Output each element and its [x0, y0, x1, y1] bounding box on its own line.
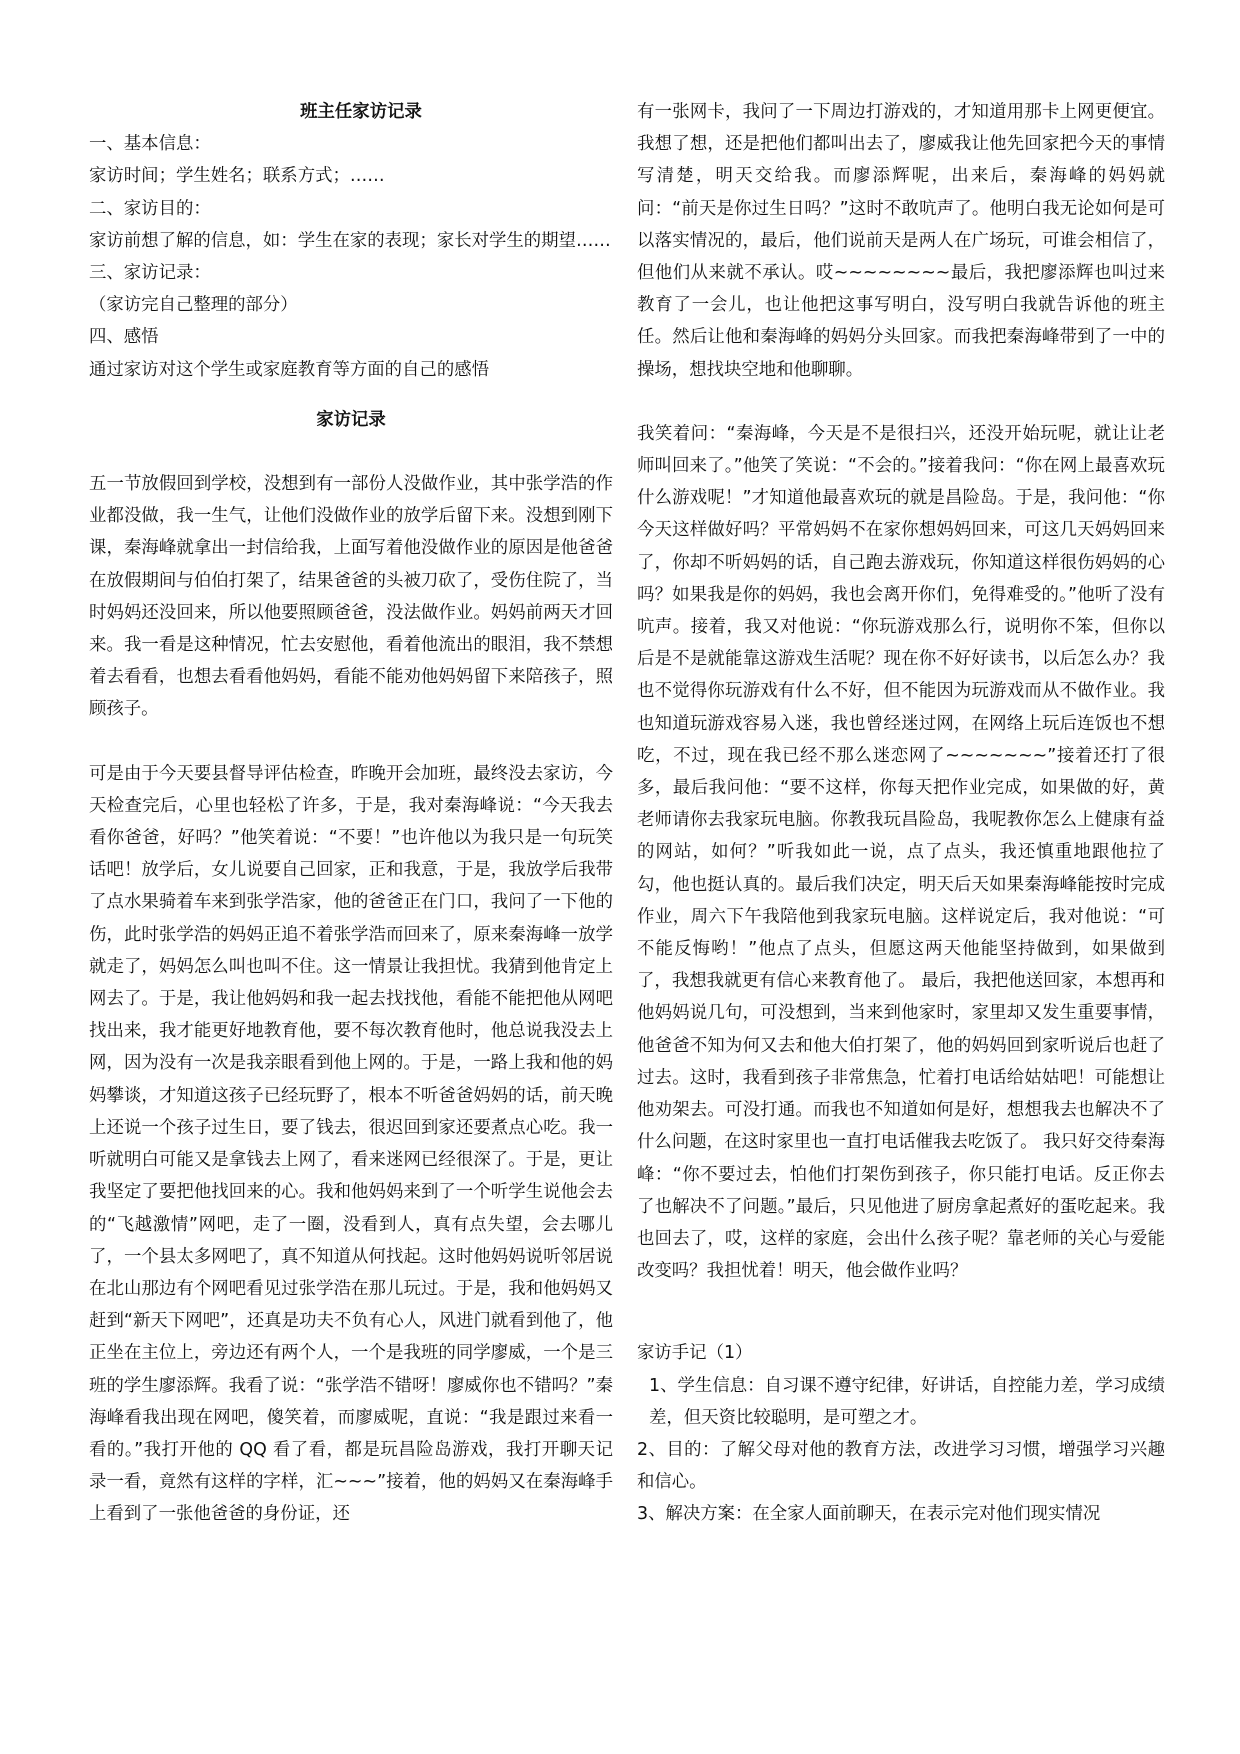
record-paragraph-1: 五一节放假回到学校，没想到有一部份人没做作业，其中张学浩的作业都没做，我一生气，让他们没做作业的放学后留下来。没想到刚下课，秦海峰就拿出一封信给我，上面写着他没做作业的原因是他爸爸在放假期间与伯伯打架了，结果爸爸的头被刀砍了，受伤住院了，当时妈妈还没回来，所以他要照顾爸爸，没法做作业。妈妈前两天才回来。我一看是这种情况，忙去安慰他，看着他流出的眼泪，我不禁想着去看看，也想去看看他妈妈，看能不能劝他妈妈留下来陪孩子，照顾孩子。 [89, 474, 613, 720]
record-paragraph-3: 有一张网卡，我问了一下周边打游戏的，才知道用那卡上网更便宜。我想了想，还是把他们都叫出去了，廖威我让他先回家把今天的事情写清楚，明天交给我。而廖添辉呢，出来后，秦海峰的妈妈就问：“前天是你过生日吗？”这时不敢吭声了。他明白我无论如何是可以落实情况的，最后，他们说前天是两人在广场玩，可谁会相信了，但他们从来就不承认。哎~~~~~~~~最后，我把廖添辉也叫过来教育了一会儿，也让他把这事写明白，没写明白我就告诉他的班主任。然后让他和秦海峰的妈妈分头回家。而我把秦海峰带到了一中的操场，想找块空地和他聊聊。 [637, 102, 1165, 380]
outline-basic-info-heading: 一、基本信息： [89, 134, 211, 155]
left-column [89, 96, 613, 1531]
notes-item-purpose: 2、目的：了解父母对他的教育方法，改进学习习惯，增强学习兴趣和信心。 [637, 1439, 1165, 1493]
record-paragraph-4: 我笑着问：“秦海峰，今天是不是很扫兴，还没开始玩呢，就让让老师叫回来了。”他笑了笑说：“不会的。”接着我问：“你在网上最喜欢玩什么游戏呢！”才知道他最喜欢玩的就是昌险岛。于是，我问他：“你今天这样做好吗？平常妈妈不在家你想妈妈回来，可这几天妈妈回来了，你却不听妈妈的话，自己跑去游戏玩，你知道这样很伤妈妈的心吗？如果我是你的妈妈，我也会离开你们，免得难受的。”他听了没有吭声。接着，我又对他说：“你玩游戏那么行，说明你不笨，但你以后是不是就能靠这游戏生活呢？现在你不好好读书，以后怎么办？我也不觉得你玩游戏有什么不好，但不能因为玩游戏而从不做作业。我也知道玩游戏容易入迷，我也曾经迷过网，在网络上玩后连饭也不想吃，不过，现在我已经不那么迷恋网了~~~~~~~”接着还打了很多，最后我问他：“要不这样，你每天把作业完成，如果做的好，黄老师请你去我家玩电脑。你教我玩昌险岛，我呢教你怎么上健康有益的网站，如何？”听我如此一说，点了点头，我还慎重地跟他拉了勾，他也挺认真的。最后我们决定，明天后天如果秦海峰能按时完成作业，周六下午我陪他到我家玩电脑。这样说定后，我对他说：“可不能反悔哟！”他点了点头，但愿这两天他能坚持做到，如果做到了，我想我就更有信心来教育他了。 最后，我把他送回家，本想再和他妈妈说几句，可没想到，当来到他家时，家里却又发生重要事情，他爸爸不知为何又去和他大伯打架了，他的妈妈回到家听说后也赶了过去。这时，我看到孩子非常焦急，忙着打电话给姑姑吧！可能想让他劝架去。可没打通。而我也不知道如何是好，想想我去也解决不了什么问题，在这时家里也一直打电话催我去吃饭了。 我只好交待秦海峰：“你不要过去，怕他们打架伤到孩子，你只能打电话。反正你去了也解决不了问题。”最后，只见他进了厨房拿起煮好的蛋吃起来。我也回去了，哎，这样的家庭，会出什么孩子呢？靠老师的关心与爱能改变吗？我担忧着！明天，他会做作业吗？ [637, 423, 1165, 1282]
outline-purpose-heading: 二、家访目的： [89, 198, 211, 219]
record-section-title: 家访记录 [316, 409, 386, 430]
outline-reflection-detail: 通过家访对这个学生或家庭教育等方面的自己的感悟 [89, 359, 489, 380]
outline-reflection-heading: 四、感悟 [89, 327, 159, 348]
outline-purpose-detail: 家访前想了解的信息，如：学生在家的表现；家长对学生的期望…… [89, 230, 611, 251]
notes-item-solution: 3、解决方案：在全家人面前聊天，在表示完对他们现实情况 [637, 1504, 1101, 1525]
notes-item-student-info: 1、学生信息：自习课不遵守纪律，好讲话，自控能力差，学习成绩差，但天资比较聪明，是可塑之才。 [649, 1375, 1165, 1428]
notes-title: 家访手记（1） [637, 1343, 753, 1364]
outline-record-detail: （家访完自己整理的部分） [89, 295, 298, 316]
document-title: 班主任家访记录 [300, 102, 422, 122]
outline-basic-info-detail: 家访时间；学生姓名；联系方式；…… [89, 166, 385, 187]
record-paragraph-2: 可是由于今天要县督导评估检查，昨晚开会加班，最终没去家访，今天检查完后，心里也轻松了许多，于是，我对秦海峰说：“今天我去看你爸爸，好吗？”他笑着说：“不要！”也许他以为我只是一句玩笑话吧！放学后，女儿说要自己回家，正和我意，于是，我放学后我带了点水果骑着车来到张学浩家，他的爸爸正在门口，我问了一下他的伤，此时张学浩的妈妈正追不着张学浩而回来了，原来秦海峰一放学就走了，妈妈怎么叫也叫不住。这一情景让我担忧。我猜到他肯定上网去了。于是，我让他妈妈和我一起去找找他，看能不能把他从网吧找出来，我才能更好地教育他，要不每次教育他时，他总说我没去上网，因为没有一次是我亲眼看到他上网的。于是，一路上我和他的妈妈攀谈，才知道这孩子已经玩野了，根本不听爸爸妈妈的话，前天晚上还说一个孩子过生日，要了钱去，很迟回到家还要煮点心吃。我一听就明白可能又是拿钱去上网了，看来迷网已经很深了。于是，更让我坚定了要把他找回来的心。我和他妈妈来到了一个听学生说他会去的“飞越激情”网吧，走了一圈，没看到人，真有点失望，会去哪儿了，一个县太多网吧了，真不知道从何找起。这时他妈妈说听邻居说在北山那边有个网吧看见过张学浩在那儿玩过。于是，我和他妈妈又赶到“新天下网吧”，还真是功夫不负有心人，风进门就看到他了，他正坐在主位上，旁边还有两个人，一个是我班的同学廖威，一个是三班的学生廖添辉。我看了说：“张学浩不错呀！廖威你也不错吗？”秦海峰看我出现在网吧，傻笑着，而廖威呢，直说：“我是跟过来看一看的。”我打开他的 QQ 看了看，都是玩昌险岛游戏，我打开聊天记录一看，竟然有这样的字样，汇~~~”接着，他的妈妈又在秦海峰手上看到了一张他爸爸的身份证，还 [89, 763, 613, 1525]
right-column [637, 96, 1165, 1531]
outline-record-heading: 三、家访记录： [89, 263, 211, 284]
